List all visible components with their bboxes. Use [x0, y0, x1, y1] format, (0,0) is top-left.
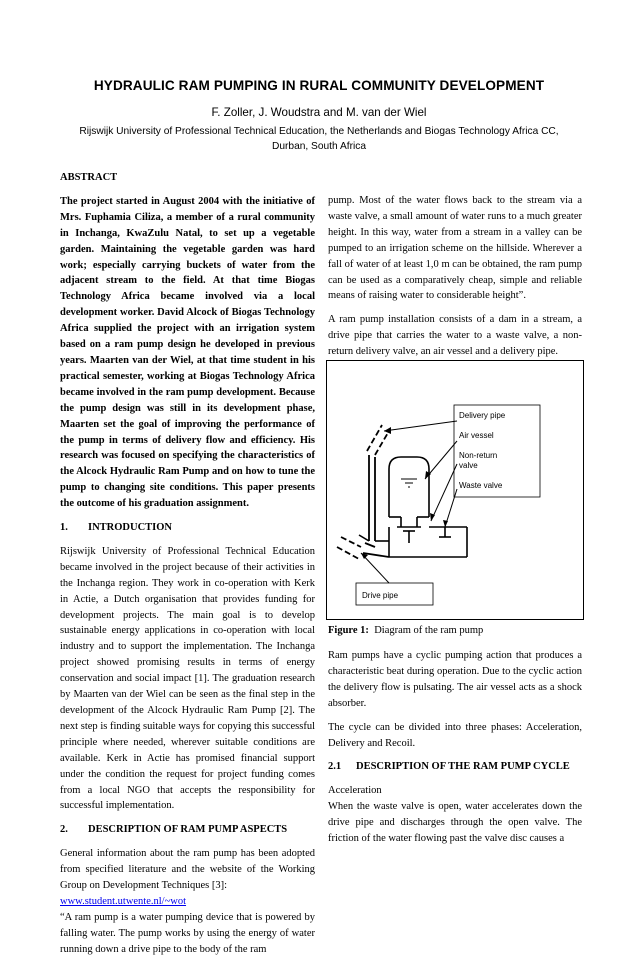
affiliation-line-1: Rijswijk University of Professional Technical Education, the Netherlands and Biogas Technology Africa CC,: [79, 126, 559, 137]
wot-website-link[interactable]: www.student.utwente.nl/~wot: [60, 895, 187, 907]
figure-1-label: Figure 1:: [328, 625, 369, 636]
abstract-heading: ABSTRACT: [60, 172, 118, 183]
section-2-quote: “A ram pump is a water pumping device that is powered by falling water. The pump works by using the energy of water running down a drive pipe to the body of the ram: [60, 911, 315, 955]
section-2-1-number: 2.1: [328, 761, 342, 773]
figure-1-caption-text: Diagram of the ram pump: [374, 625, 484, 636]
installation-paragraph: A ram pump installation consists of a dam in a stream, a drive pipe that carries the water to a waste valve, a non-return delivery valve, an air vessel and a delivery pipe.: [328, 314, 582, 358]
section-2-intro-text: General information about the ram pump has been adopted from specified literature and the website of the Working Group on Development Techniques [3]:: [60, 848, 315, 892]
section-1-heading: [60, 520, 315, 536]
label-drive-pipe: Drive pipe: [362, 591, 399, 600]
label-non-return-1: Non-return: [459, 451, 498, 460]
right-column-top: [328, 193, 582, 368]
section-1-text: Rijswijk University of Professional Technical Education became involved in the project because of their activities in the Inchanga region. They work in co-operation with Kerk in Actie, a Dutch organisation that provides funding for development projects. The main goal is to develop sustainable energy applications in co-operation with local industry and to support the implementation. The Inchanga project showed promising results in terms of energy conservation and social impact [1]. The graduation research by Maarten van der Wiel can be seen as the final step in the development of the Alcock Hydraulic Ram Pump [2]. The next step is finding suitable ways for copying this successful principle where needed, wherever suitable conditions are available. Kerk in Actie has promised financial support under the condition the request for project funding comes from a local NGO that accepts the responsibility for successful implementation.: [60, 545, 315, 812]
ram-pump-diagram: [326, 360, 584, 620]
label-non-return-2: valve: [459, 461, 478, 470]
section-2-number: 2.: [60, 824, 68, 836]
section-2-title: DESCRIPTION OF RAM PUMP ASPECTS: [88, 824, 288, 836]
acceleration-text: When the waste valve is open, water accelerates down the drive pipe and discharges through the open valve. The friction of the water flowing past the valve disc causes a: [328, 801, 582, 845]
quote-continuation: pump. Most of the water flows back to the stream via a waste valve, a small amount of water runs to a much greater height. In this way, water from a stream in a valley can be pumped to an irrigation scheme on the hillside. Wherever a fall of water of at least 1,0 m can be obtained, the ram pump can be used as a comparatively cheap, simple and reliable means of raising water to considerable height”.: [328, 195, 582, 302]
cyclic-action-paragraph: Ram pumps have a cyclic pumping action that produces a characteristic beat during operation. Due to the cyclic action the delivery flow is pulsating. The air vessel acts as a shock absorber.: [328, 650, 582, 709]
right-column-bottom: [328, 648, 582, 855]
paper-title: HYDRAULIC RAM PUMPING IN RURAL COMMUNITY DEVELOPMENT: [93, 78, 545, 93]
section-1-number: 1.: [60, 522, 68, 534]
section-1-title: INTRODUCTION: [88, 522, 173, 534]
acceleration-heading: Acceleration: [328, 785, 382, 797]
section-2-1-title: DESCRIPTION OF THE RAM PUMP CYCLE: [356, 761, 570, 773]
paper-affiliation: [52, 124, 586, 154]
label-waste-valve: Waste valve: [459, 481, 503, 490]
figure-1-caption: [328, 625, 483, 636]
affiliation-line-2: Durban, South Africa: [271, 141, 366, 152]
three-phases-paragraph: The cycle can be divided into three phases: Acceleration, Delivery and Recoil.: [328, 721, 582, 749]
section-2-intro: [60, 846, 315, 910]
paper-authors: F. Zoller, J. Woudstra and M. van der Wiel: [211, 106, 427, 119]
label-air-vessel: Air vessel: [459, 431, 494, 440]
label-delivery-pipe: Delivery pipe: [459, 411, 506, 420]
abstract-text: The project started in August 2004 with the initiative of Mrs. Fuphamia Ciliza, a member of a rural community in Inchanga, KwaZulu Natal, to set up a vegetable garden. Maintaining the vegetable garden was hard work; especially carrying buckets of water from the adjacent stream to the field. At that time Biogas Technology Africa became involved via a local development worker. David Alcock of Biogas Technology Africa supplied the project with an irrigation system based on a ram pump design he developed in previous years. Maarten van der Wiel, at that time student in his practical semester, working at Biogas Technology Africa became involved in the ram pump development. Because the pump design was still in its development phase, Maarten set the goal of improving the performance of the pump in terms of delivery flow and efficiency. His research was focused on specifying the characteristics of the Alcock Hydraulic Ram Pump and on how to tune the pump to changing site conditions. This paper presents the outcome of his graduation assignment.: [60, 195, 315, 510]
section-2-heading: [60, 822, 315, 838]
left-column: [60, 170, 315, 966]
air-vessel-drawing: [389, 457, 429, 517]
pointer-arrowheads: [361, 427, 448, 559]
delivery-pipe-drawing: [367, 425, 389, 541]
ram-pump-diagram-svg: [327, 361, 583, 619]
section-2-1-heading: [328, 759, 582, 775]
